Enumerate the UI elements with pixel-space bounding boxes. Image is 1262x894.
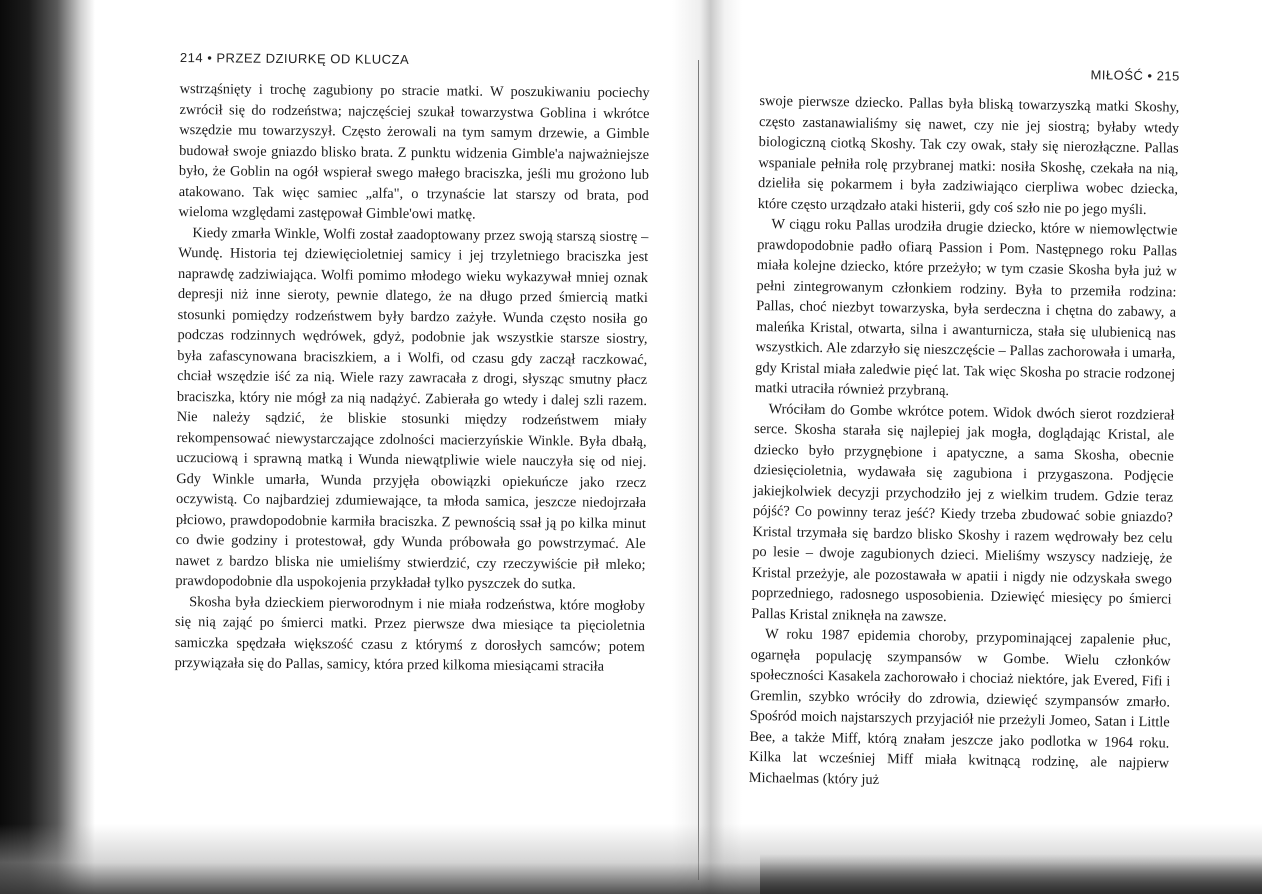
paragraph: Skosha była dzieckiem pierworodnym i nie miała rodzeństwa, które mogłoby się nią zająć po śmierci matki. Przez pierwsze dwa miesiące ta pięcioletnia samiczka spędzała większość czasu z którymś z dorosłych samców; potem przywiązała się do Pallas, samicy, która przed kilkoma miesiącami straciła (174, 593, 646, 675)
paragraph: Kiedy zmarła Winkle, Wolfi został zaadoptowany przez swoją starszą siostrę – Wundę. Historia tej dziewięcioletniej samicy i jej trzyletniego braciszka jest naprawdę zadziwiająca. Wolfi pomimo młodego wieku wykazywał mniej oznak depresji niż inne sieroty, pewnie dlatego, że na długo przed śmiercią matki stosunki pomiędzy rodzeństwem były bardzo zażyłe. Wunda często nosiła go podczas rodzinnych wędrówek, gdyż, podobnie jak wszystkie starsze siostry, była zafascynowana braciszkiem, a i Wolfi, od czasu gdy zaczął raczkować, chciał wszędzie iść za nią. Wiele razy zawracała z drogi, słysząc smutny płacz braciszka, który nie mógł za nią nadążyć. Zabierała go wtedy i dalej szli razem. Nie należy sądzić, że bliskie stosunki między rodzeństwem miały rekompensować niewystarczające zdolności macierzyńskie Winkle. Była dbałą, uczuciową i sprawną matką i Wunda niewątpliwie wiele nauczyła się od niej. Gdy Winkle umarła, Wunda przyjęła obowiązki opiekuńcze jako rzecz oczywistą. Co najbardziej zdumiewające, ta młoda samica, jeszcze niedojrzała płciowo, prawdopodobnie karmiła braciszka. Z pewnością ssał ją po kilka minut co dwie godziny i protestował, gdy Wunda próbowała go powstrzymać. Ale nawet z bardzo bliska nie umieliśmy stwierdzić, czy rzeczywiście pił mleko; prawdopodobnie dla uspokojenia przykładał tylko pyszczek do sutka. (175, 224, 649, 593)
paragraph: Wróciłam do Gombe wkrótce potem. Widok dwóch sierot rozdzierał serce. Skosha starała się najlepiej jak mogła, doglądając Kristal, ale dziecko było przygnębione i apatyczne, a sama Skosha, obecnie dziesięcioletnia, wydawała się zagubiona i przygaszona. Podjęcie jakiejkolwiek decyzji przychodziło jej z wielkim trudem. Gdzie teraz pójść? Co powinny teraz jeść? Kiedy trzeba zbudować sobie gniazdo? Kristal trzymała się bardzo blisko Skoshy i razem wędrowały bez celu po lesie – dwoje zagubionych dzieci. Mieliśmy wszyscy nadzieję, że Kristal przeżyje, ale pozostawała w apatii i nigdy nie odzyskała swego poprzedniego, radosnego usposobienia. Dziewięć miesięcy po śmierci Pallas Kristal zniknęła na zawsze. (751, 400, 1175, 625)
paragraph: W roku 1987 epidemia choroby, przypominającej zapalenie płuc, ogarnęła populację szympansów w Gombe. Wielu członków społeczności Kasakela zachorowało i chociaż niektóre, jak Evered, Fifi i Gremlin, szybko wróciły do zdrowia, dziewięć szympansów zmarło. Spośród moich najstarszych przyjaciół nie przeżyli Jomeo, Satan i Little Bee, a także Miff, którą znałam jeszcze jako podlotka w 1964 roku. Kilka lat wcześniej Miff miała kwitnącą rodzinę, ale najpierw Michaelmas (który już (748, 626, 1172, 788)
left-running-head: 214 • PRZEZ DZIURKĘ OD KLUCZA (179, 50, 410, 68)
book-gutter (672, 0, 742, 894)
right-page (749, 62, 1180, 795)
paragraph: wstrząśnięty i trochę zagubiony po stracie matki. W poszukiwaniu pociechy zwrócił się do rodzeństwa; najczęściej szukał towarzystwa Goblina i wkrótce wszędzie mu towarzyszył. Często żerowali na tym samym drzewie, a Gimble budował swoje gniazdo blisko brata. Z punktu widzenia Gimble'a najważniejsze było, że Goblin na ogół wspierał swego małego braciszka, jeśli mu grożono lub atakowano. Tak więc samiec „alfa", o trzynaście lat starszy od brata, pod wieloma względami zastępował Gimble'owi matkę. (178, 80, 650, 223)
gutter-fold-line (698, 60, 699, 880)
scan-shadow-bottom-right (760, 854, 1262, 894)
paragraph: W ciągu roku Pallas urodziła drugie dziecko, które w niemowlęctwie prawdopodobnie padło ofiarą Passion i Pom. Następnego roku Pallas miała kolejne dziecko, które przeżyło; w tym czasie Skosha była już w pełni zintegrowanym członkiem rodziny. Była to przemiła rodzina: Pallas, choć niezbyt towarzyska, była serdeczna i chętna do zabawy, a maleńka Kristal, otwarta, silna i awanturnicza, stała się ulubienicą nas wszystkich. Ale zdarzyło się nieszczęście – Pallas zachorowała i umarła, gdy Kristal miała zaledwie pięć lat. Tak więc Skosha po stracie rodzonej matki utraciła również przybraną. (754, 216, 1178, 400)
right-running-head: MIŁOŚĆ • 215 (1090, 67, 1180, 84)
binding-shadow-left (0, 0, 95, 894)
left-page (175, 50, 650, 678)
right-page-text (749, 91, 1180, 795)
paragraph: swoje pierwsze dziecko. Pallas była bliską towarzyszką matki Skoshy, często zastanawialiśmy się nawet, czy nie jej siostrą; byłaby wtedy biologiczną ciotką Skoshy. Tak czy owak, stały się nierozłączne. Pallas wspaniale pełniła rolę przybranej matki: nosiła Skoshę, czekała na nią, dzieliła się pokarmem i była zadziwiająco cierpliwa wobec dziecka, które często urządzało ataki histerii, gdy coś szło nie po jego myśli. (757, 92, 1180, 218)
left-page-text (175, 79, 650, 678)
